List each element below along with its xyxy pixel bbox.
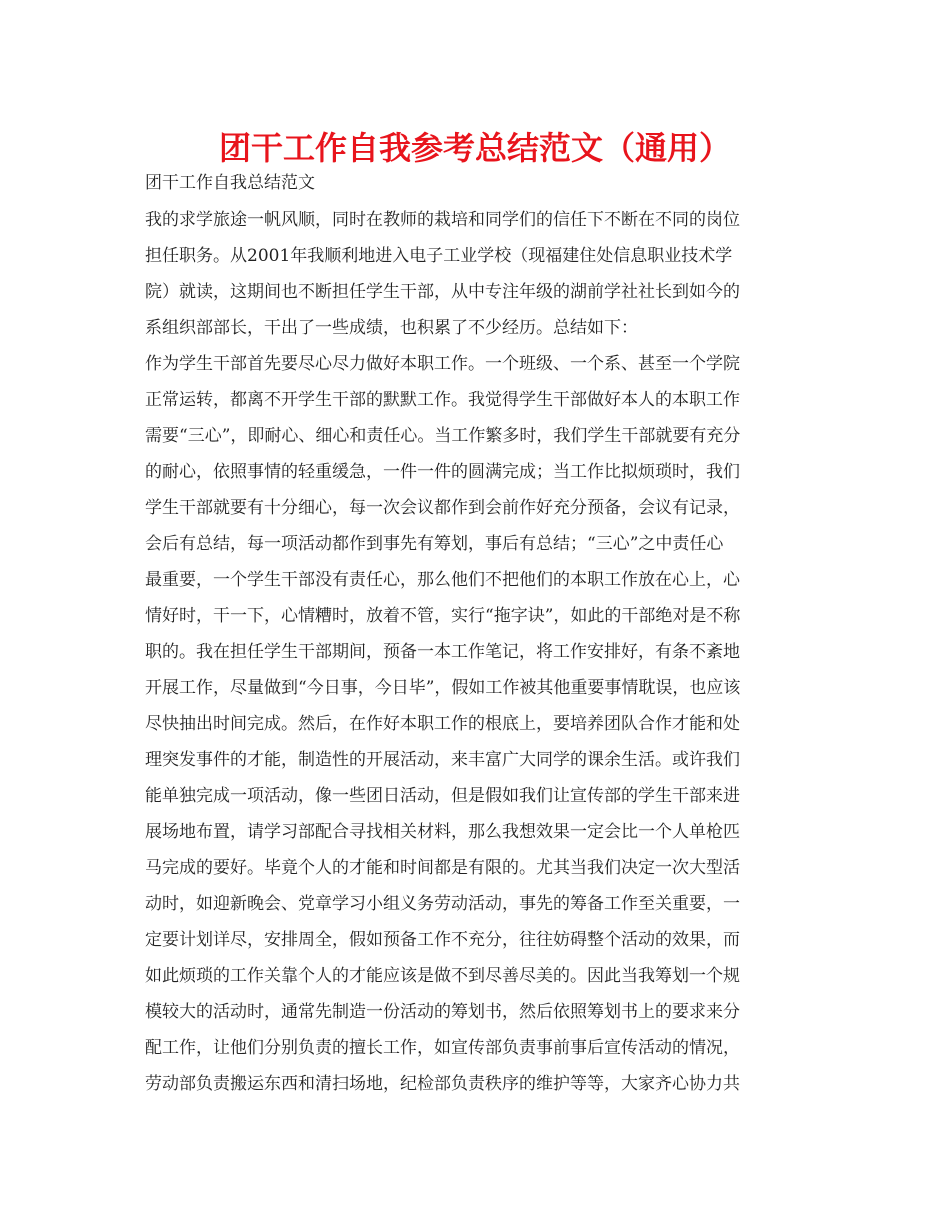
- text-line: 担任职务。从2001年我顺利地进入电子工业学校（现福建住处信息职业技术学: [145, 246, 733, 266]
- text-line: 能单独完成一项活动，像一些团日活动，但是假如我们让宣传部的学生干部来进: [145, 786, 740, 806]
- text-line: 最重要，一个学生干部没有责任心，那么他们不把他们的本职工作放在心上，心: [145, 570, 740, 590]
- text-line: 定要计划详尽，安排周全，假如预备工作不充分，往往妨碍整个活动的效果，而: [145, 930, 740, 950]
- text-line: 情好时，干一下，心情糟时，放着不管，实行“拖字诀”，如此的干部绝对是不称: [145, 606, 741, 626]
- text-line: 我的求学旅途一帆风顺，同时在教师的栽培和同学们的信任下不断在不同的岗位: [145, 210, 740, 230]
- text-line: 院）就读，这期间也不断担任学生干部，从中专注年级的湖前学社社长到如今的: [145, 282, 740, 302]
- text-line: 动时，如迎新晚会、党章学习小组义务劳动活动，事先的筹备工作至关重要，一: [145, 894, 740, 914]
- document-title: 团干工作自我参考总结范文（通用）: [218, 129, 731, 167]
- text-line: 尽快抽出时间完成。然后，在作好本职工作的根底上，要培养团队合作才能和处: [145, 714, 740, 734]
- text-line: 马完成的要好。毕竟个人的才能和时间都是有限的。尤其当我们决定一次大型活: [145, 858, 740, 878]
- text-line: 配工作，让他们分别负责的擅长工作，如宣传部负责事前事后宣传活动的情况，: [145, 1038, 740, 1058]
- text-line: 学生干部就要有十分细心，每一次会议都作到会前作好充分预备，会议有记录，: [145, 498, 740, 518]
- text-line: 劳动部负责搬运东西和清扫场地，纪检部负责秩序的维护等等，大家齐心协力共: [145, 1074, 740, 1094]
- text-line: 展场地布置，请学习部配合寻找相关材料，那么我想效果一定会比一个人单枪匹: [145, 822, 740, 842]
- text-line: 如此烦琐的工作关靠个人的才能应该是做不到尽善尽美的。因此当我筹划一个规: [145, 966, 740, 986]
- document-subtitle: 团干工作自我总结范文: [145, 173, 315, 193]
- document-body: [145, 202, 813, 1102]
- text-line: 正常运转，都离不开学生干部的默默工作。我觉得学生干部做好本人的本职工作: [145, 390, 740, 410]
- text-line: 会后有总结，每一项活动都作到事先有筹划，事后有总结；“三心”之中责任心: [145, 534, 724, 554]
- text-line: 理突发事件的才能，制造性的开展活动，来丰富广大同学的课余生活。或许我们: [145, 750, 740, 770]
- text-line: 职的。我在担任学生干部期间，预备一本工作笔记，将工作安排好，有条不紊地: [145, 642, 740, 662]
- text-line: 模较大的活动时，通常先制造一份活动的筹划书，然后依照筹划书上的要求来分: [145, 1002, 740, 1022]
- text-line: 开展工作，尽量做到“今日事，今日毕”，假如工作被其他重要事情耽误，也应该: [145, 678, 741, 698]
- text-line: 的耐心，依照事情的轻重缓急，一件一件的圆满完成；当工作比拟烦琐时，我们: [145, 462, 740, 482]
- text-line: 需要“三心”，即耐心、细心和责任心。当工作繁多时，我们学生干部就要有充分: [145, 426, 741, 446]
- text-line: 系组织部部长，干出了一些成绩，也积累了不少经历。总结如下：: [145, 318, 638, 338]
- text-line: 作为学生干部首先要尽心尽力做好本职工作。一个班级、一个系、甚至一个学院: [145, 354, 740, 374]
